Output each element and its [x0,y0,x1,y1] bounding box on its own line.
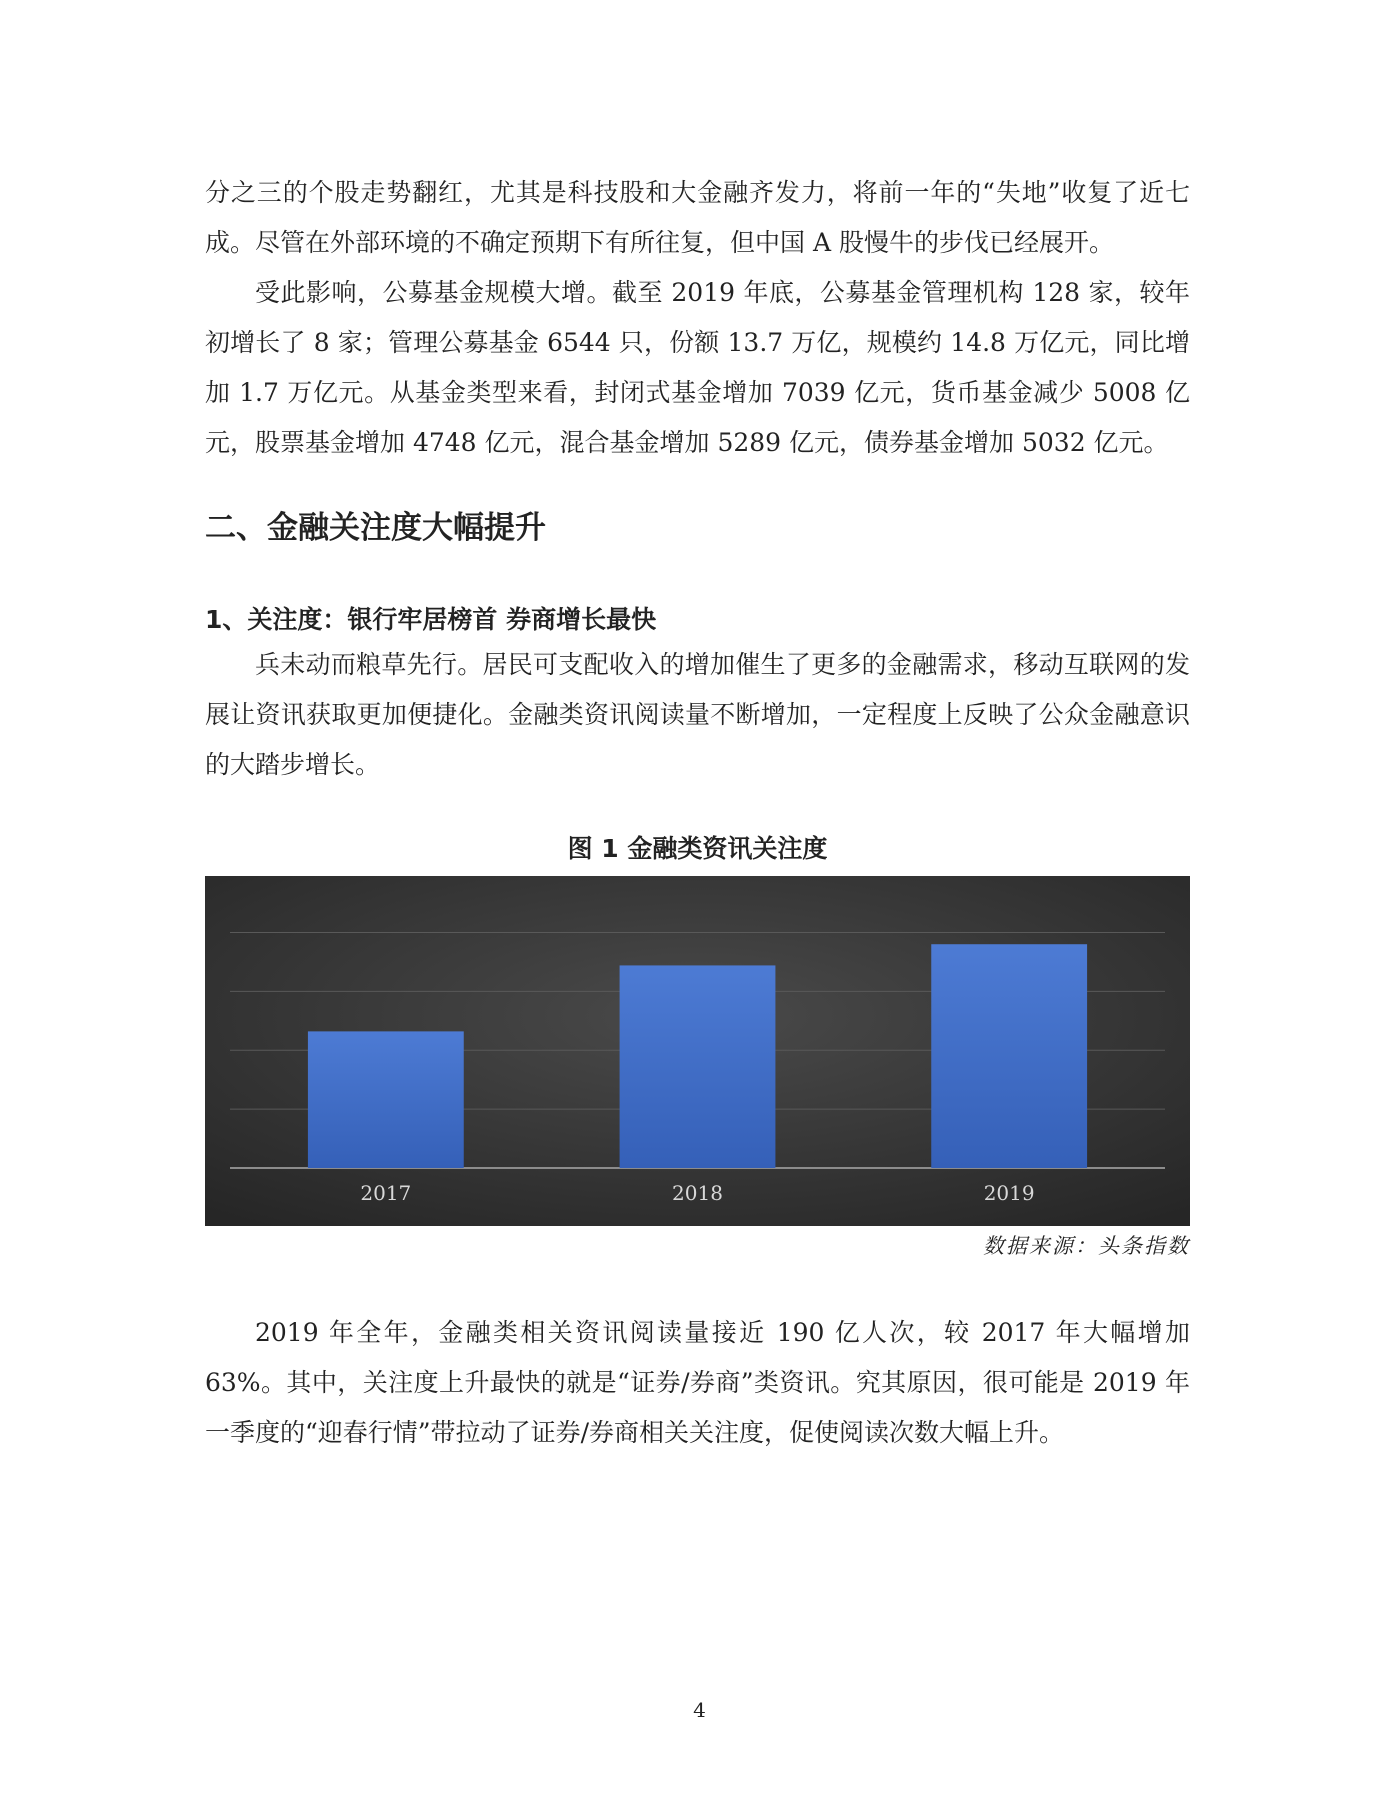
paragraph-market: 分之三的个股走势翻红，尤其是科技股和大金融齐发力，将前一年的“失地”收复了近七成。尽管在外部环境的不确定预期下有所往复，但中国 A 股慢牛的步伐已经展开。 [205,178,1190,257]
bar-chart [205,876,1190,1226]
x-tick-label-2017: 2017 [360,1181,412,1205]
figure-title: 图 1 金融类资讯关注度 [567,834,828,863]
x-tick-label-2019: 2019 [983,1181,1035,1205]
x-tick-label-2018: 2018 [672,1181,723,1205]
bar-2017 [308,1031,464,1168]
subsection-heading: 1、关注度：银行牢居榜首 券商增长最快 [205,605,657,634]
bar-2018 [620,965,776,1168]
section-heading: 二、金融关注度大幅提升 [205,510,546,546]
source-note: 数据来源：头条指数 [983,1234,1190,1258]
paragraph-summary: 2019 年全年，金融类相关资讯阅读量接近 190 亿人次，较 2017 年大幅增加 63%。其中，关注度上升最快的就是“证券/券商”类资讯。究其原因，很可能是 2019 年一季度的“迎春行情”带拉动了证券/券商相关关注度，促使阅读次数大幅上升。 [205,1318,1190,1447]
bar-2019 [931,944,1087,1168]
page-number: 4 [693,1698,706,1722]
paragraph-intro: 兵未动而粮草先行。居民可支配收入的增加催生了更多的金融需求，移动互联网的发展让资讯获取更加便捷化。金融类资讯阅读量不断增加，一定程度上反映了公众金融意识的大踏步增长。 [205,650,1190,779]
bar-chart-svg [205,876,1190,1226]
document-body [205,168,1190,1458]
paragraph-fund-scale: 受此影响，公募基金规模大增。截至 2019 年底，公募基金管理机构 128 家，较年初增长了 8 家；管理公募基金 6544 只，份额 13.7 万亿，规模约 14.8 万亿元，同比增加 1.7 万亿元。从基金类型来看，封闭式基金增加 7039 亿元，货币基金减少 5008 亿元，股票基金增加 4748 亿元，混合基金增加 5289 亿元，债券基金增加 5032 亿元。 [205,278,1190,457]
